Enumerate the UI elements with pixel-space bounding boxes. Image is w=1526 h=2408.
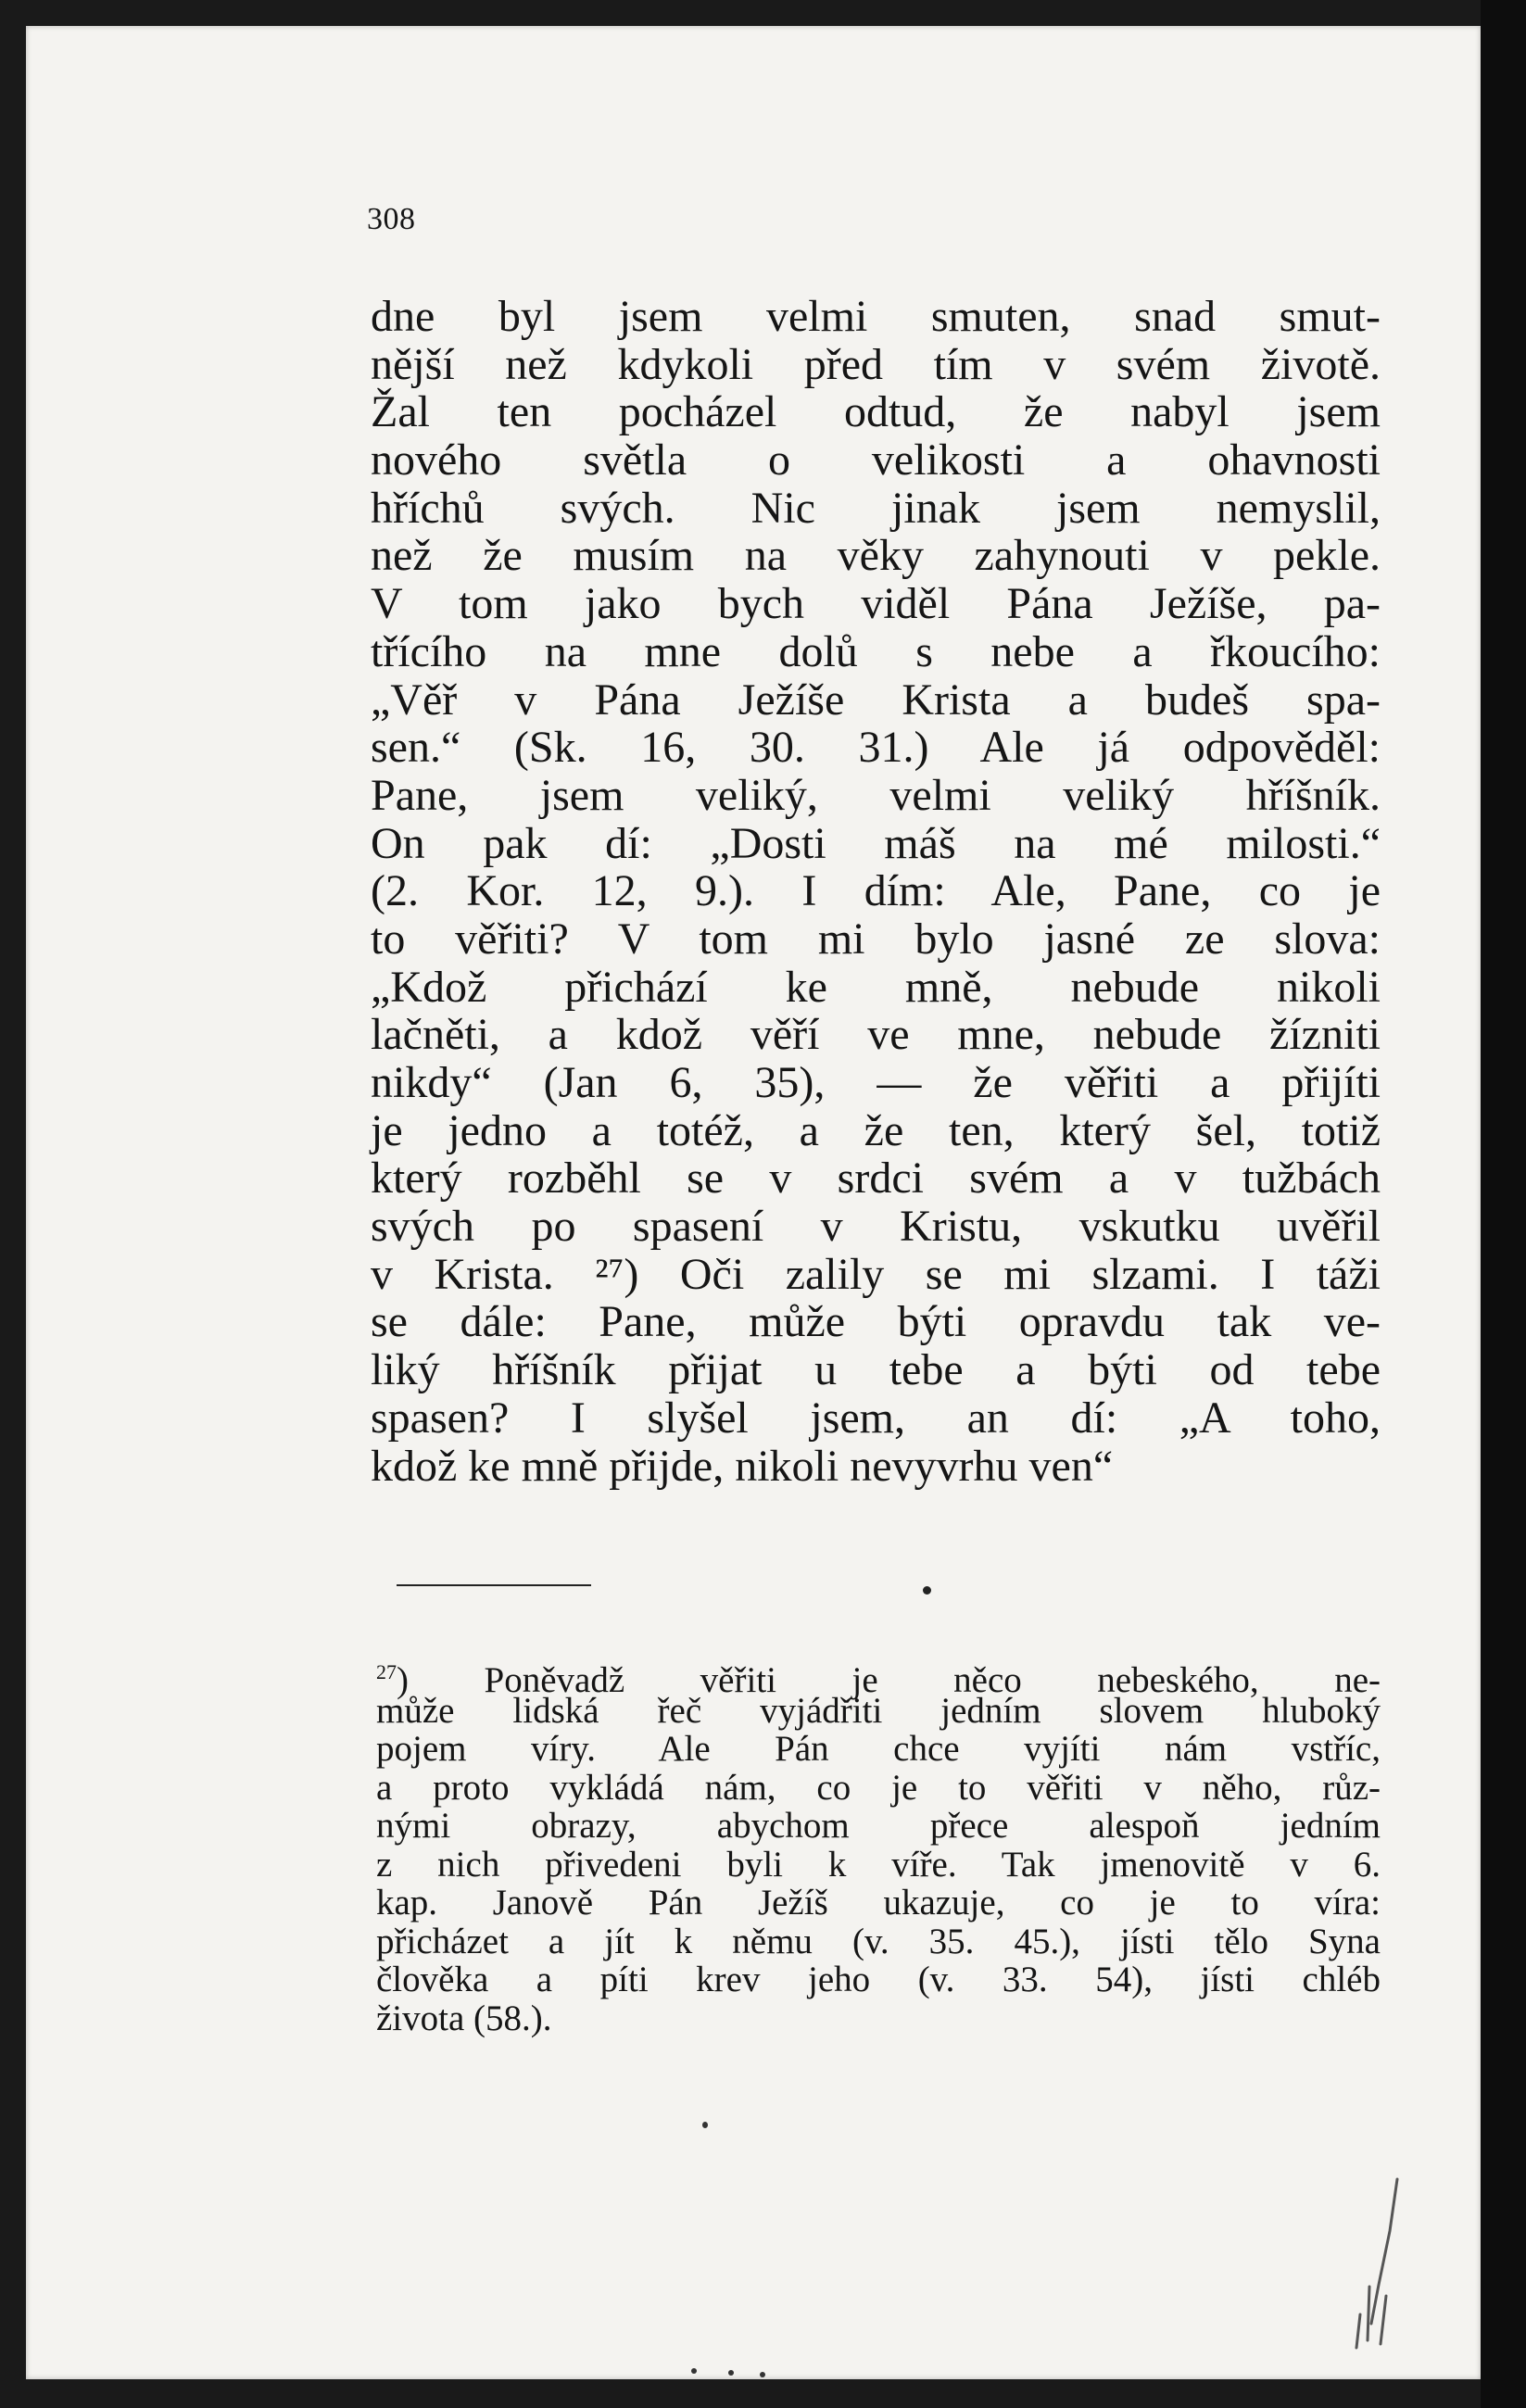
footnote-line: pojem víry. Ale Pán chce vyjíti nám vstříc, xyxy=(376,1729,1381,1769)
footnote-line: může lidská řeč vyjádřiti jedním slovem hluboký xyxy=(376,1690,1381,1731)
text-line: nového světla o velikosti a ohavnosti xyxy=(371,435,1381,485)
book-page xyxy=(26,26,1481,2379)
footnote-line: přicházet a jít k němu (v. 35. 45.), jísti tělo Syna xyxy=(376,1921,1381,1961)
text-line: sen.“ (Sk. 16, 30. 31.) Ale já odpověděl: xyxy=(371,723,1381,773)
scan-edge-dark xyxy=(1481,0,1526,2408)
footnote-line: nými obrazy, abychom přece alespoň jedním xyxy=(376,1806,1381,1846)
text-line: než že musím na věky zahynouti v pekle. xyxy=(371,531,1381,581)
text-line: lačněti, a kdož věří ve mne, nebude žízniti xyxy=(371,1010,1381,1060)
scan-speck xyxy=(728,2370,734,2376)
footnote-line: a proto vykládá nám, co je to věřiti v něho, růz- xyxy=(376,1767,1381,1808)
text-line: se dále: Pane, může býti opravdu tak ve- xyxy=(371,1297,1381,1347)
footnote-line: kap. Janově Pán Ježíš ukazuje, co je to víra: xyxy=(376,1883,1381,1923)
footnote-first-line-text: ) Poněvadž věřiti je něco nebeského, ne- xyxy=(397,1660,1381,1700)
text-line: nější než kdykoli před tím v svém životě. xyxy=(371,339,1381,389)
footnote-marker: 27 xyxy=(376,1660,397,1683)
footnote-separator-rule xyxy=(397,1584,591,1586)
text-line: v Krista. ²⁷) Oči zalily se mi slzami. I táži xyxy=(371,1249,1381,1299)
text-line: který rozběhl se v srdci svém a v tužbách xyxy=(371,1154,1381,1204)
text-line: třícího na mne dolů s nebe a řkoucího: xyxy=(371,626,1381,676)
text-line: nikdy“ (Jan 6, 35), — že věřiti a přijíti xyxy=(371,1058,1381,1107)
pencil-mark xyxy=(1332,2175,1416,2351)
scan-speck xyxy=(691,2368,697,2374)
text-line: „Kdož přichází ke mně, nebude nikoli xyxy=(371,962,1381,1012)
footnote-block xyxy=(376,1653,1381,2037)
text-line: je jedno a totéž, a že ten, který šel, totiž xyxy=(371,1105,1381,1155)
text-line: to věřiti? V tom mi bylo jasné ze slova: xyxy=(371,914,1381,964)
text-line: „Věř v Pána Ježíše Krista a budeš spa- xyxy=(371,674,1381,725)
text-line: Pane, jsem veliký, velmi veliký hříšník. xyxy=(371,770,1381,820)
text-line: dne byl jsem velmi smuten, snad smut- xyxy=(371,292,1381,341)
text-line: spasen? I slyšel jsem, an dí: „A toho, xyxy=(371,1393,1381,1443)
footnote-line: z nich přivedeni byli k víře. Tak jmenovitě v 6. xyxy=(376,1844,1381,1885)
text-line: Žal ten pocházel odtud, že nabyl jsem xyxy=(371,387,1381,437)
text-line: V tom jako bych viděl Pána Ježíše, pa- xyxy=(371,579,1381,629)
text-line: liký hříšník přijat u tebe a býti od tebe xyxy=(371,1345,1381,1395)
footnote-line: života (58.). xyxy=(376,1998,552,2038)
text-line: (2. Kor. 12, 9.). I dím: Ale, Pane, co je xyxy=(371,866,1381,916)
scan-speck xyxy=(760,2372,765,2377)
footnote-line: člověka a píti krev jeho (v. 33. 54), jísti chléb xyxy=(376,1960,1381,1999)
text-line: hříchů svých. Nic jinak jsem nemyslil, xyxy=(371,483,1381,533)
footnote-separator-dot xyxy=(923,1586,931,1595)
text-line: On pak dí: „Dosti máš na mé milosti.“ xyxy=(371,818,1381,868)
page-number: 308 xyxy=(367,202,416,236)
footnote-line xyxy=(376,1653,1381,1700)
scan-speck xyxy=(702,2122,708,2128)
main-text-block xyxy=(371,293,1381,1490)
text-line: kdož ke mně přijde, nikoli nevyvrhu ven“ xyxy=(371,1441,1114,1491)
text-line: svých po spasení v Kristu, vskutku uvěřil xyxy=(371,1202,1381,1252)
